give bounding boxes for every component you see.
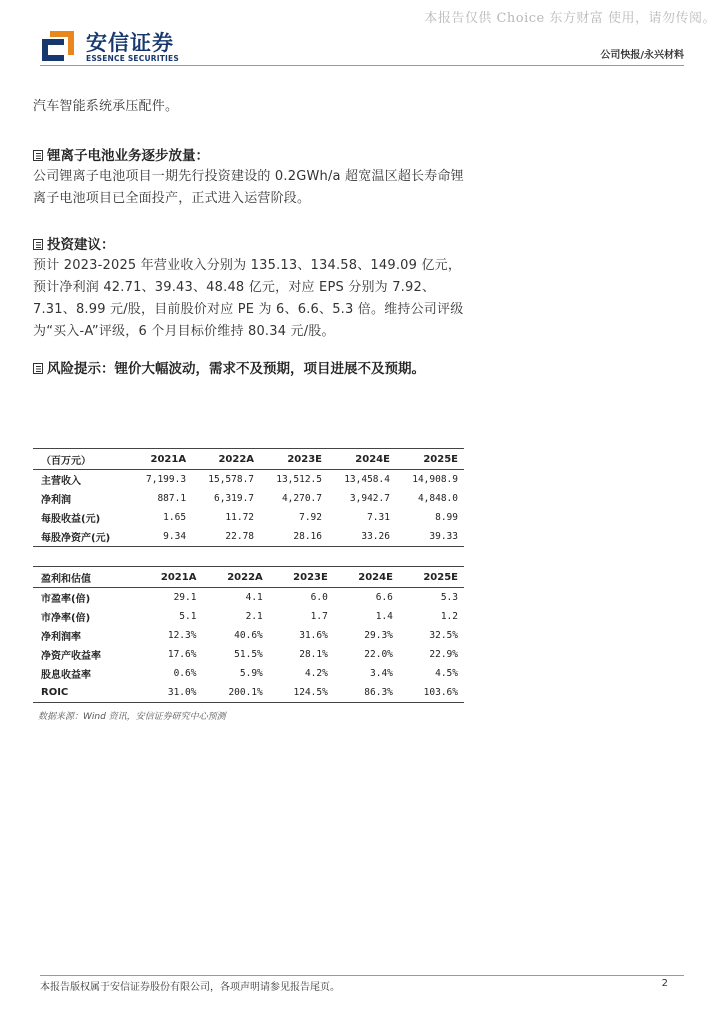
table-cell: 51.5% [234, 649, 263, 660]
table-row [33, 588, 464, 608]
table-cell: 31.6% [299, 630, 328, 641]
section-list-icon [33, 150, 43, 161]
table-cell: 8.99 [435, 512, 458, 523]
table-header-row [33, 567, 464, 588]
section-title: 锂离子电池业务逐步放量： [47, 148, 209, 164]
table-cell: 13,458.4 [344, 474, 390, 485]
table-header-cell: 2023E [269, 567, 334, 588]
section-title: 风险提示：锂价大幅波动，需求不及预期，项目进展不及预期。 [47, 361, 425, 377]
intro-line: 汽车智能系统承压配件。 [33, 99, 179, 114]
table-cell: 3,942.7 [349, 493, 390, 504]
table-cell: 6,319.7 [213, 493, 255, 504]
table-header-cell: 盈利和估值 [33, 567, 136, 588]
row-label: 市净率(倍) [41, 613, 91, 624]
logo-name-cn: 安信证券 [86, 31, 174, 55]
table-cell: 9.34 [131, 527, 192, 547]
section-heading-battery [33, 144, 209, 164]
row-label: 每股净资产(元) [33, 527, 131, 547]
table-cell: 887.1 [157, 493, 187, 504]
row-label: 净资产收益率 [41, 651, 101, 662]
table-cell: 1.65 [163, 512, 187, 523]
table-cell: 14,908.9 [412, 474, 458, 485]
table-header-cell: 2022A [192, 449, 260, 470]
table-cell: 0.6% [173, 668, 197, 679]
table-cell: 5.1 [179, 611, 197, 622]
report-category: 公司快报/永兴材料 [600, 50, 684, 61]
table-cell: 15,578.7 [208, 474, 255, 485]
table-cell: 12.3% [167, 630, 197, 641]
row-label: 净利润率 [41, 632, 81, 643]
row-label: 主营收入 [41, 476, 81, 487]
table-cell: 4.1 [245, 592, 263, 603]
essence-logo-icon [40, 27, 76, 63]
table-cell: 33.26 [328, 527, 396, 547]
table-row [33, 626, 464, 645]
section-list-icon [33, 363, 43, 374]
table-header-row [33, 449, 464, 470]
table-row [33, 527, 464, 547]
table-header-cell: 2025E [399, 567, 464, 588]
table-cell: 32.5% [429, 630, 458, 641]
table-cell: 28.16 [260, 527, 328, 547]
table-cell: 6.6 [375, 592, 393, 603]
table-cell: 22.9% [429, 649, 458, 660]
row-label: 每股收益(元) [41, 514, 101, 525]
table-row [33, 470, 464, 490]
footer-divider [40, 975, 684, 976]
table-cell: 29.1 [173, 592, 197, 603]
table-header-cell: 2021A [131, 449, 192, 470]
logo-name-en: ESSENCE SECURITIES [86, 54, 179, 63]
section-paragraph-investment: 预计 2023-2025 年营业收入分别为 135.13、134.58、149.09 亿元，预计净利润 42.71、39.43、48.48 亿元，对应 EPS 分别为 7.92、7.31、8.99 元/股，目前股价对应 PE 为 6、6.6、5.3 倍。维持公司评级为“买入-A”评级，6 个月目标价维持 80.34 元/股。 [33, 258, 464, 339]
row-label: 净利润 [41, 495, 71, 506]
table-cell: 29.3% [364, 630, 393, 641]
financial-summary-table [33, 448, 464, 547]
table-cell: 39.33 [396, 527, 464, 547]
table-row [33, 489, 464, 508]
table-header-cell: 2025E [396, 449, 464, 470]
table-row [33, 607, 464, 626]
table-cell: 2.1 [245, 611, 263, 622]
table-cell: 31.0% [136, 683, 202, 703]
watermark: 本报告仅供 Choice 东方财富 使用，请勿传阅。 [424, 11, 716, 26]
table-cell: 13,512.5 [276, 474, 322, 485]
row-label: 股息收益率 [41, 670, 91, 681]
header-divider [40, 65, 684, 66]
table-cell: 1.2 [440, 611, 458, 622]
table-cell: 1.7 [310, 611, 328, 622]
row-label: ROIC [33, 683, 136, 703]
section-heading-investment [33, 233, 115, 253]
valuation-table [33, 566, 464, 703]
table-cell: 4.5% [435, 668, 458, 679]
section-title: 投资建议： [47, 237, 115, 253]
table-cell: 86.3% [334, 683, 399, 703]
footer-disclaimer: 本报告版权属于安信证券股份有限公司，各项声明请参见报告尾页。 [40, 982, 340, 993]
table-cell: 6.0 [310, 592, 328, 603]
section-heading-risk [33, 357, 425, 377]
table-cell: 28.1% [299, 649, 328, 660]
table-row [33, 645, 464, 664]
table-cell: 22.0% [364, 649, 393, 660]
section-list-icon [33, 239, 43, 250]
row-label: 市盈率(倍) [41, 594, 91, 605]
essence-logo [40, 27, 180, 67]
table-header-cell: 2024E [328, 449, 396, 470]
table-row [33, 508, 464, 527]
table-cell: 11.72 [225, 512, 255, 523]
table-cell: 7.92 [299, 512, 322, 523]
table-header-cell: （百万元） [33, 449, 131, 470]
table-cell: 5.9% [239, 668, 263, 679]
table-header-cell: 2023E [260, 449, 328, 470]
table-cell: 17.6% [167, 649, 197, 660]
table-cell: 103.6% [399, 683, 464, 703]
table-cell: 3.4% [370, 668, 393, 679]
page-number: 2 [661, 978, 668, 989]
table-cell: 40.6% [234, 630, 263, 641]
table-cell: 4,270.7 [281, 493, 322, 504]
table-row [33, 683, 464, 703]
table-cell: 22.78 [192, 527, 260, 547]
data-source-note: 数据来源：Wind 资讯，安信证券研究中心预测 [38, 712, 226, 722]
table-header-cell: 2022A [202, 567, 268, 588]
table-cell: 4,848.0 [417, 493, 458, 504]
table-cell: 4.2% [304, 668, 328, 679]
table-cell: 7,199.3 [146, 474, 187, 485]
table-cell: 5.3 [440, 592, 458, 603]
table-cell: 200.1% [202, 683, 268, 703]
table-header-cell: 2021A [136, 567, 202, 588]
section-paragraph-battery: 公司锂离子电池项目一期先行投资建设的 0.2GWh/a 超宽温区超长寿命锂离子电池项目已全面投产，正式进入运营阶段。 [33, 169, 464, 206]
table-cell: 7.31 [367, 512, 390, 523]
table-cell: 1.4 [375, 611, 393, 622]
table-row [33, 664, 464, 683]
table-cell: 124.5% [269, 683, 334, 703]
table-header-cell: 2024E [334, 567, 399, 588]
